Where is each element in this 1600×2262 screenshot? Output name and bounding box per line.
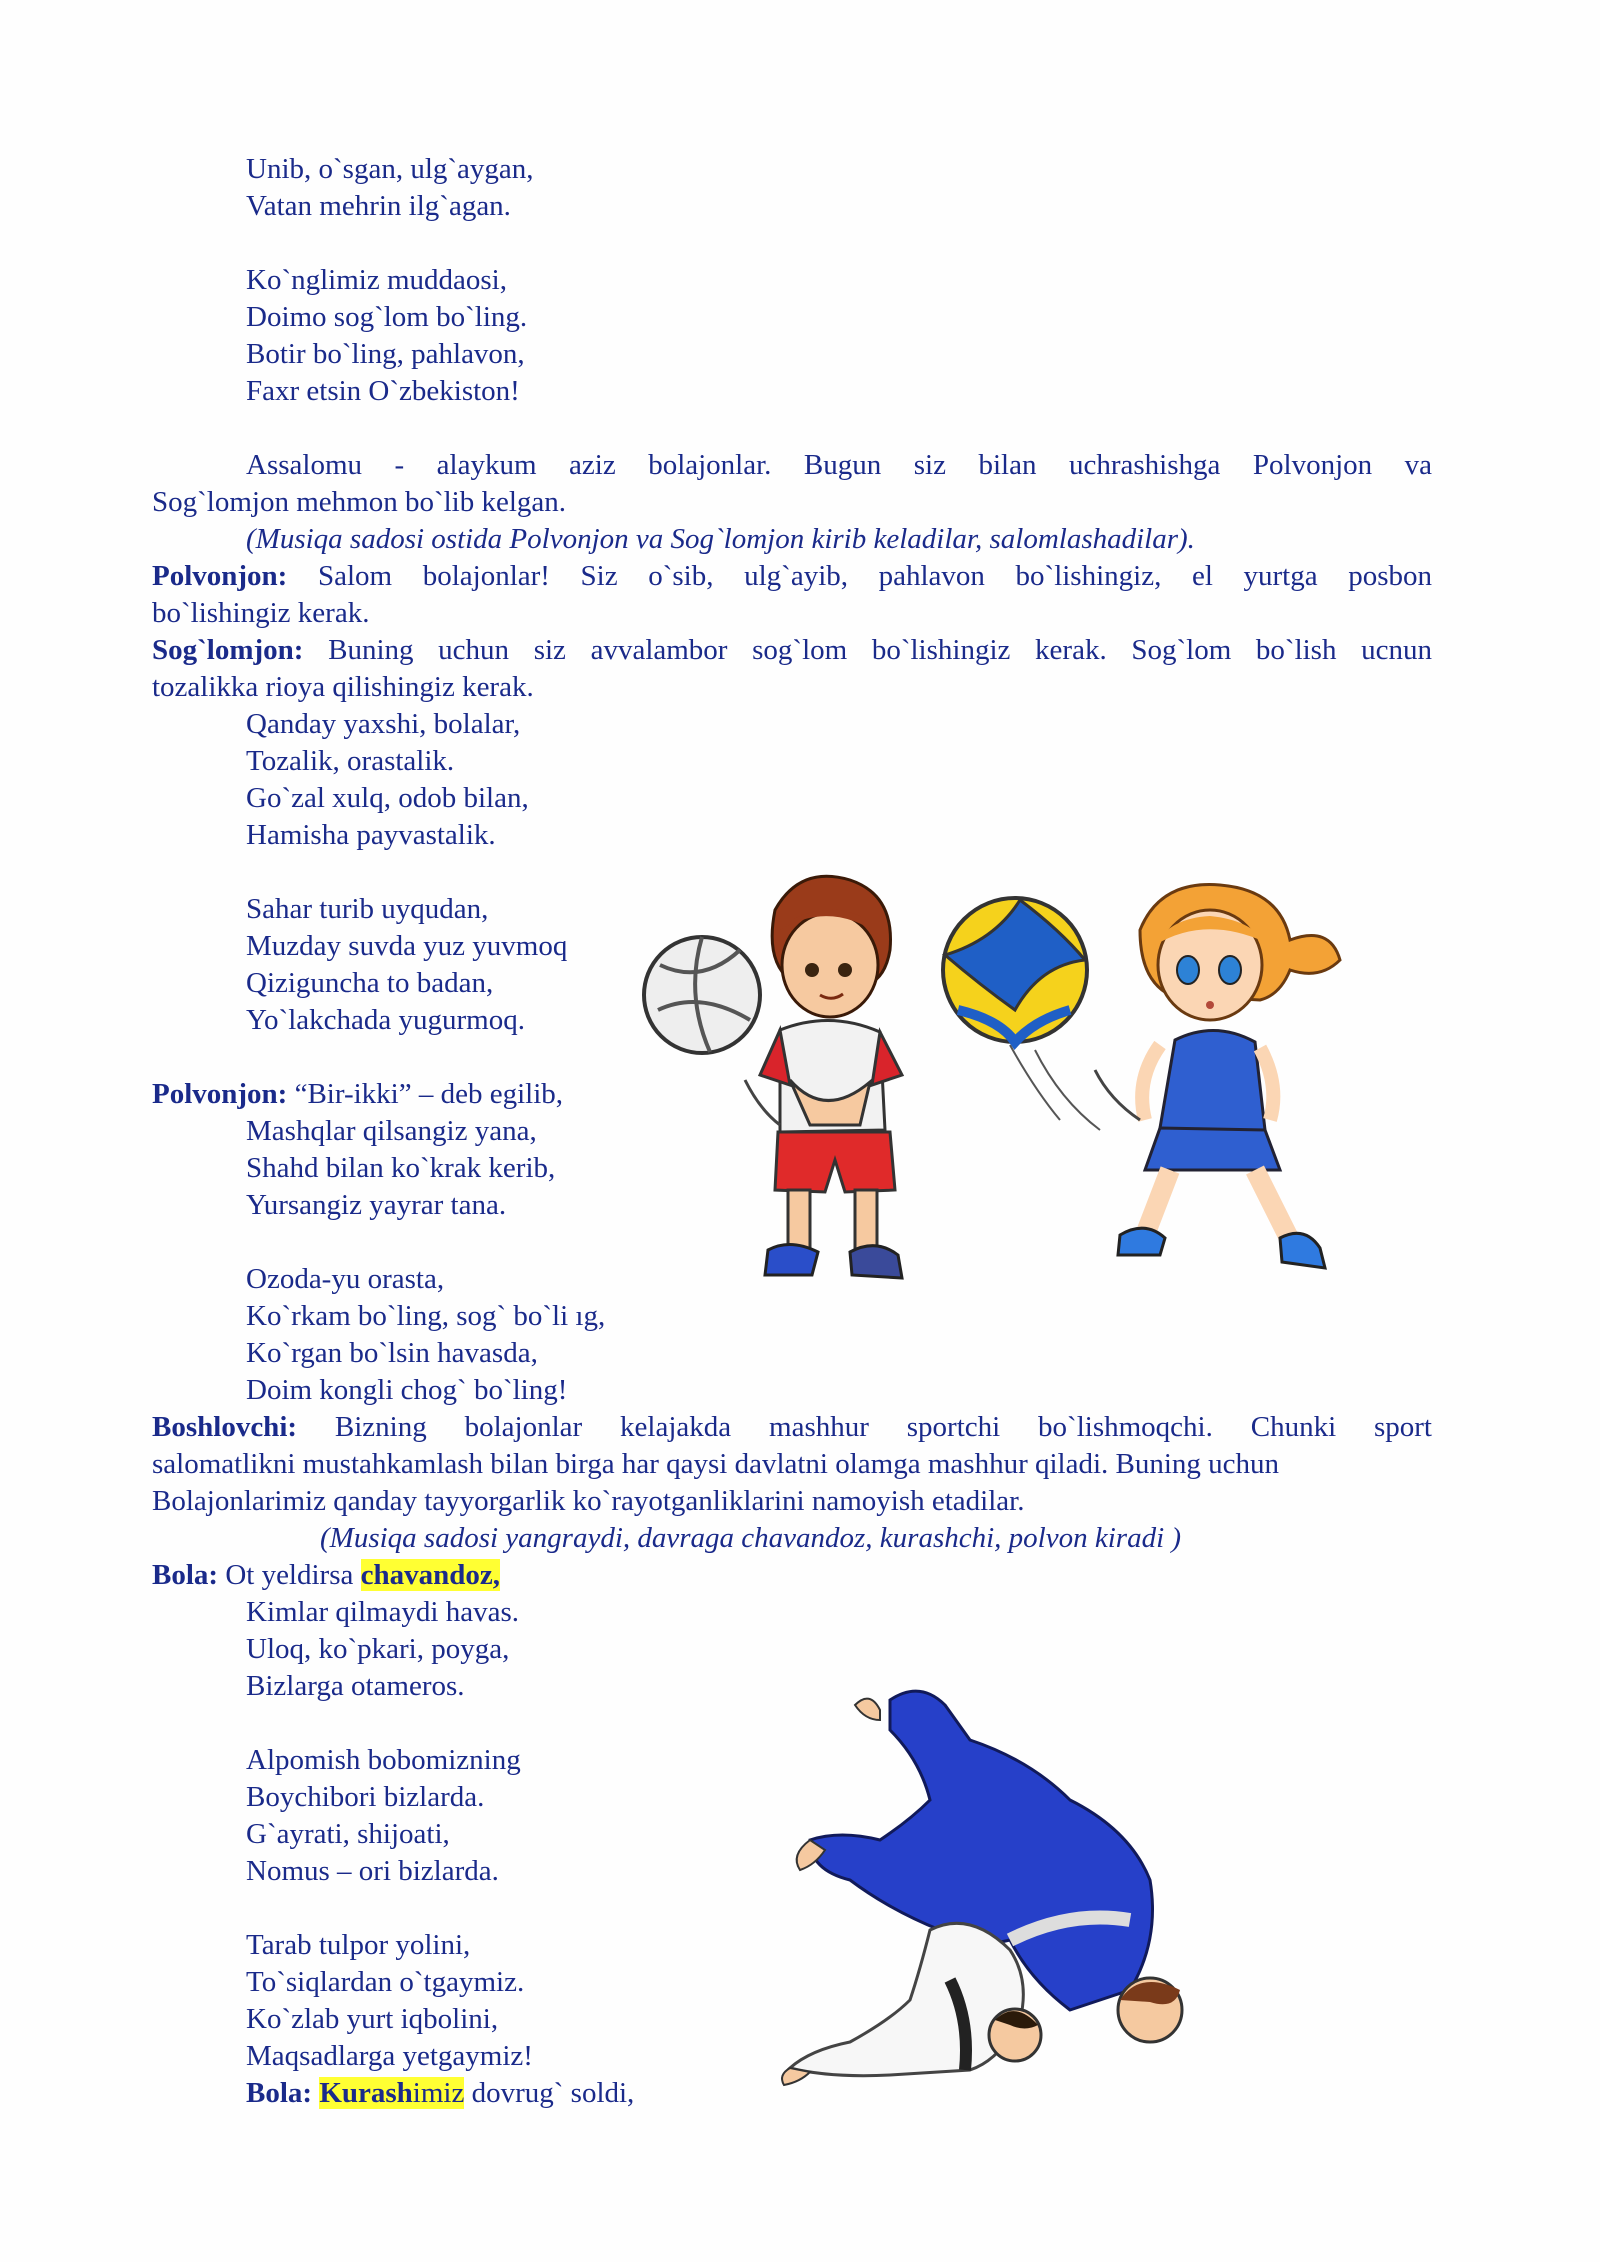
- poem-line: Muzday suvda yuz yuvmoq: [246, 930, 568, 962]
- speaker-name: Bola:: [152, 1559, 219, 1591]
- poem-line: Hamisha payvastalik.: [246, 819, 496, 851]
- girl-player-icon: [1095, 885, 1340, 1268]
- speaker-line: [152, 1557, 500, 1594]
- speech-text: Ot yeldirsa: [218, 1559, 361, 1591]
- poem-line: Yo`lakchada yugurmoq.: [246, 1004, 525, 1036]
- poem-line: Qanday yaxshi, bolalar,: [246, 708, 521, 740]
- boy-player-icon: [745, 876, 902, 1278]
- speech-text: Bizning bolajonlar kelajakda mashhur sportchi bo`lishmoqchi. Chunki sport: [297, 1411, 1432, 1443]
- poem-line: Boychibori bizlarda.: [246, 1781, 485, 1813]
- poem-line: Nomus – ori bizlarda.: [246, 1855, 499, 1887]
- poem-line: Maqsadlarga yetgaymiz!: [246, 2040, 533, 2072]
- speech-text: Buning uchun siz avvalambor sog`lom bo`lishingiz kerak. Sog`lom bo`lish ucnun: [303, 634, 1432, 666]
- volleyball-kids-illustration: [640, 870, 1410, 1310]
- paragraph-line: salomatlikni mustahkamlash bilan birga har qaysi davlatni olamga mashhur qiladi. Buning uchun: [152, 1448, 1280, 1480]
- poem-line: Doim kongli chog` bo`ling!: [246, 1374, 568, 1406]
- highlighted-word: Kurash: [319, 2077, 413, 2109]
- poem-line: To`siqlardan o`tgaymiz.: [246, 1966, 525, 1998]
- speaker-line: [152, 1409, 1432, 1446]
- volleyball-grey-icon: [644, 937, 760, 1053]
- poem-line: Tozalik, orastalik.: [246, 745, 455, 777]
- stage-direction: (Musiqa sadosi yangraydi, davraga chavandoz, kurashchi, polvon kiradi ): [320, 1522, 1182, 1554]
- speaker-name: Boshlovchi:: [152, 1411, 298, 1443]
- speaker-name: Polvonjon:: [152, 560, 288, 592]
- poem-line: Botir bo`ling, pahlavon,: [246, 338, 525, 370]
- judoka-white-icon: [782, 1923, 1041, 2085]
- poem-line: Ko`zlab yurt iqbolini,: [246, 2003, 499, 2035]
- poem-line: Vatan mehrin ilg`agan.: [246, 190, 511, 222]
- poem-line: Kimlar qilmaydi havas.: [246, 1596, 520, 1628]
- speaker-line: [152, 558, 1432, 595]
- poem-line: Ko`rgan bo`lsin havasda,: [246, 1337, 538, 1369]
- poem-line: Unib, o`sgan, ulg`aygan,: [246, 153, 534, 185]
- poem-line: Bizlarga otameros.: [246, 1670, 465, 1702]
- paragraph-line: Assalomu - alaykum aziz bolajonlar. Bugun siz bilan uchrashishga Polvonjon va: [246, 449, 1432, 481]
- poem-line: Go`zal xulq, odob bilan,: [246, 782, 529, 814]
- speaker-name: Sog`lomjon:: [152, 634, 304, 666]
- stage-direction: (Musiqa sadosi ostida Polvonjon va Sog`lomjon kirib keladilar, salomlashadilar).: [246, 523, 1195, 555]
- poem-line: Mashqlar qilsangiz yana,: [246, 1115, 537, 1147]
- poem-line: Uloq, ko`pkari, poyga,: [246, 1633, 510, 1665]
- speech-text: “Bir-ikki” – deb egilib,: [287, 1078, 563, 1110]
- poem-line: Shahd bilan ko`krak kerib,: [246, 1152, 556, 1184]
- poem-line: Yursangiz yayrar tana.: [246, 1189, 507, 1221]
- volleyball-blue-yellow-icon: [943, 898, 1100, 1130]
- poem-line: Sahar turib uyqudan,: [246, 893, 489, 925]
- highlighted-suffix: imiz: [412, 2077, 465, 2109]
- highlighted-word: chavandoz,: [360, 1559, 501, 1591]
- poem-line: Alpomish bobomizning: [246, 1744, 521, 1776]
- poem-line: Doimo sog`lom bo`ling.: [246, 301, 528, 333]
- speaker-name: Polvonjon:: [152, 1078, 288, 1110]
- paragraph-line: Sog`lomjon mehmon bo`lib kelgan.: [152, 486, 567, 518]
- poem-line: Ko`nglimiz muddaosi,: [246, 264, 507, 296]
- speaker-line: [152, 1076, 563, 1113]
- speaker-line: [152, 632, 1432, 669]
- poem-line: Faxr etsin O`zbekiston!: [246, 375, 520, 407]
- judo-throw-illustration: [770, 1680, 1190, 2100]
- speech-text: dovrug` soldi,: [464, 2077, 635, 2109]
- paragraph-line: bo`lishingiz kerak.: [152, 597, 370, 629]
- paragraph-line: Bolajonlarimiz qanday tayyorgarlik ko`rayotganliklarini namoyish etadilar.: [152, 1485, 1025, 1517]
- speaker-name: Bola:: [246, 2077, 313, 2109]
- poem-line: G`ayrati, shijoati,: [246, 1818, 450, 1850]
- poem-line: Ko`rkam bo`ling, sog` bo`li ıg,: [246, 1300, 606, 1332]
- poem-line: Tarab tulpor yolini,: [246, 1929, 471, 1961]
- poem-line: Ozoda-yu orasta,: [246, 1263, 445, 1295]
- speaker-line: [246, 2075, 634, 2112]
- poem-line: Qiziguncha to badan,: [246, 967, 494, 999]
- speech-text: Salom bolajonlar! Siz o`sib, ulg`ayib, pahlavon bo`lishingiz, el yurtga posbon: [287, 560, 1432, 592]
- paragraph-line: tozalikka rioya qilishingiz kerak.: [152, 671, 534, 703]
